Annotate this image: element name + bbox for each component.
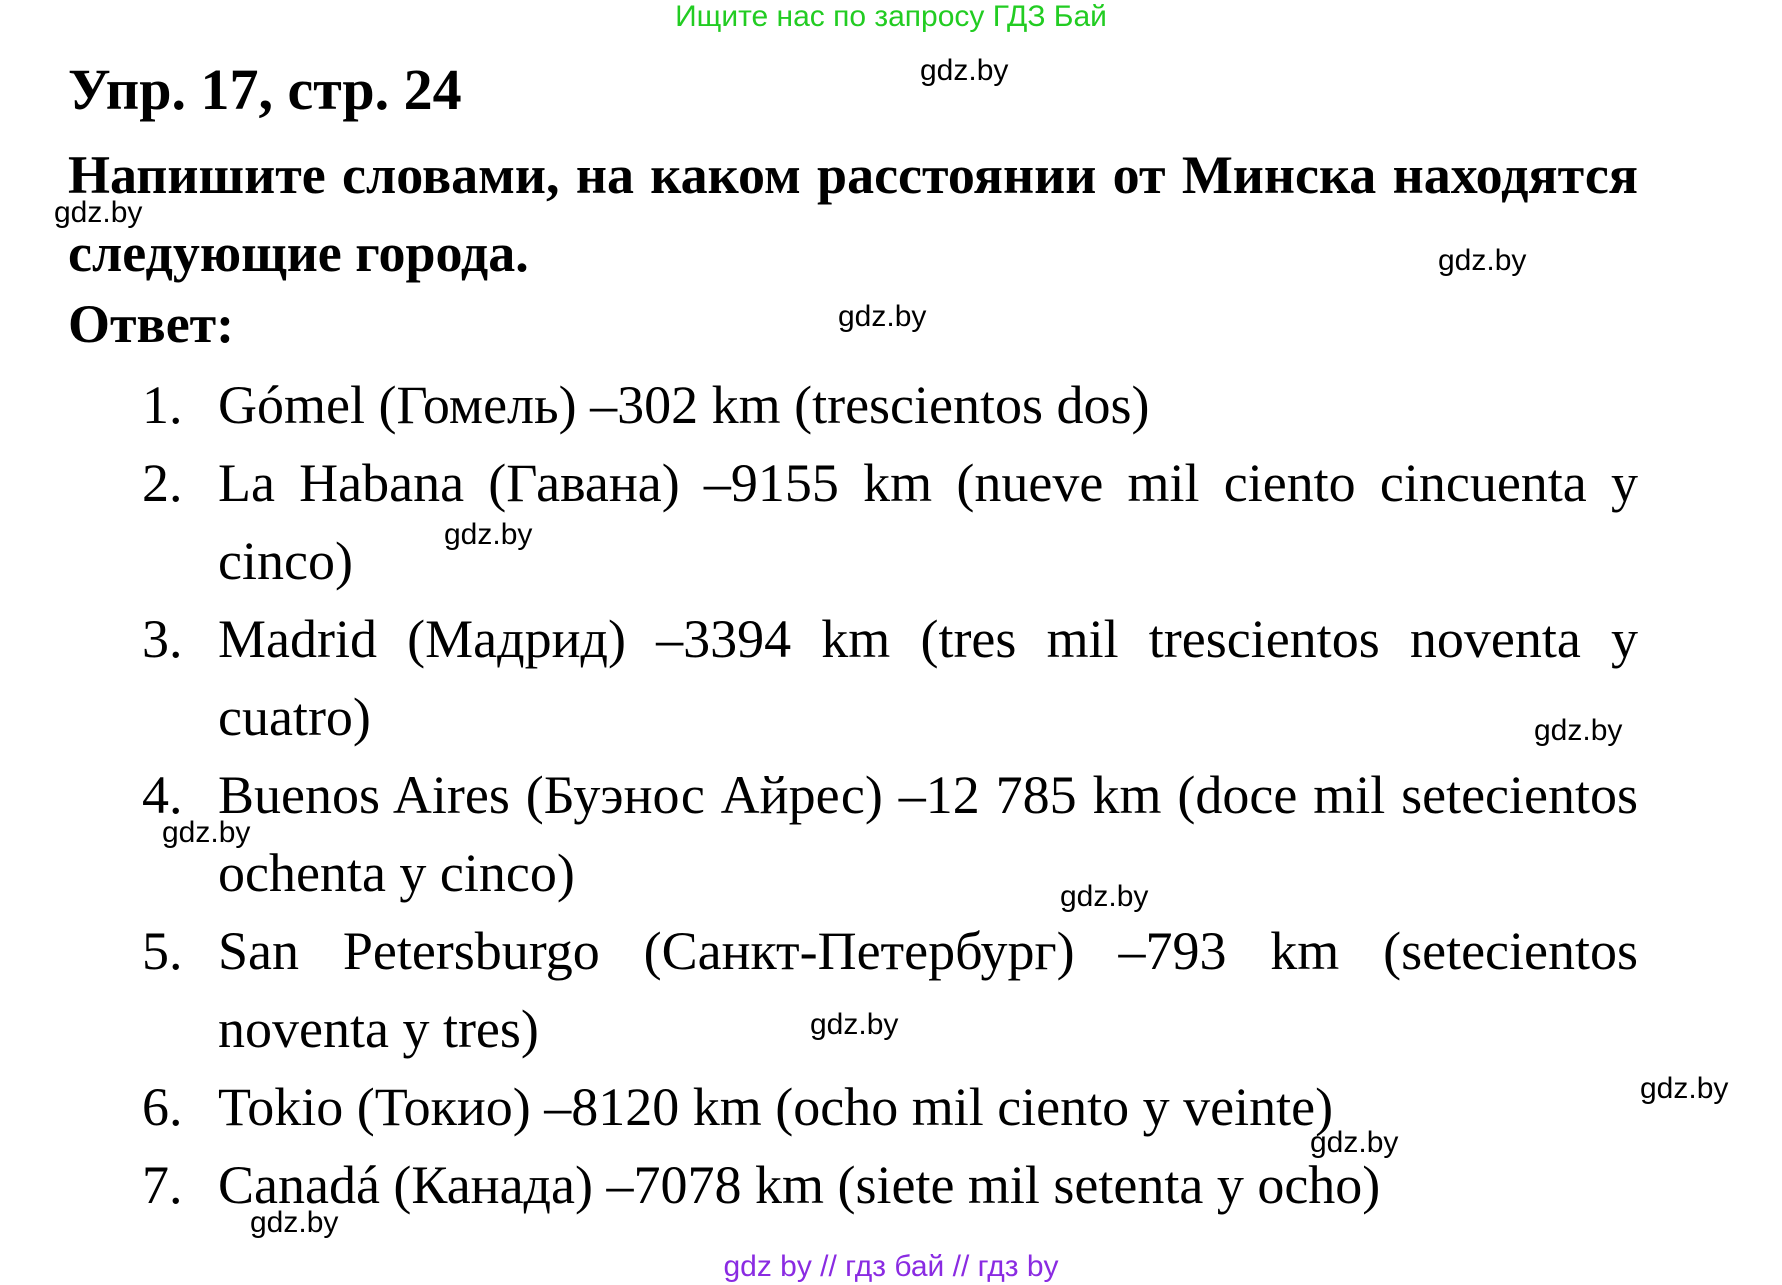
answer-list [0,366,1782,1224]
answer-item-1 [0,366,1638,444]
watermark: gdz.by [1534,714,1623,747]
watermark: gdz.by [54,196,143,229]
answer-item-3 [0,600,1638,756]
answer-text: Canadá (Канада) –7078 km (siete mil setenta y ocho) [218,1155,1381,1215]
task-text: Напишите словами, на каком расстоянии от Минска находятся следующие города. [68,145,1638,283]
answer-number: 1. [142,375,183,435]
answer-text: San Petersburgo (Санкт-Петербург) –793 km (setecientos noventa y tres) [218,921,1638,1059]
answer-item-2 [0,444,1638,600]
answer-item-5 [0,912,1638,1068]
answer-number: 5. [142,921,183,981]
watermark: gdz.by [920,54,1009,87]
exercise-heading: Упр. 17, стр. 24 [68,57,462,122]
watermark: gdz.by [1640,1072,1729,1105]
answer-label: Ответ: [68,294,235,354]
footer [0,1250,1782,1284]
watermark: gdz.by [1060,880,1149,913]
answer-text: Buenos Aires (Буэнос Айрес) –12 785 km (doce mil setecientos ochenta y cinco) [218,765,1638,903]
top-banner [0,0,1782,34]
answer-text: Tokio (Токио) –8120 km (ocho mil ciento y veinte) [218,1077,1334,1137]
watermark: gdz.by [810,1008,899,1041]
answer-number: 2. [142,453,183,513]
watermark: gdz.by [444,518,533,551]
watermark: gdz.by [250,1206,339,1239]
watermark: gdz.by [1438,244,1527,277]
answer-number: 4. [142,765,183,825]
answer-text: Gómel (Гомель) –302 km (trescientos dos) [218,375,1150,435]
answer-text: Madrid (Мадрид) –3394 km (tres mil trescientos noventa y cuatro) [218,609,1638,747]
top-banner-text: Ищите нас по запросу ГДЗ Бай [675,0,1107,33]
footer-text: gdz by // гдз бай // гдз by [723,1250,1059,1283]
answer-text: La Habana (Гавана) –9155 km (nueve mil ciento cincuenta y cinco) [218,453,1638,591]
answer-number: 7. [142,1155,183,1215]
answer-number: 6. [142,1077,183,1137]
answer-number: 3. [142,609,183,669]
watermark: gdz.by [162,816,251,849]
watermark: gdz.by [838,300,927,333]
watermark: gdz.by [1310,1126,1399,1159]
